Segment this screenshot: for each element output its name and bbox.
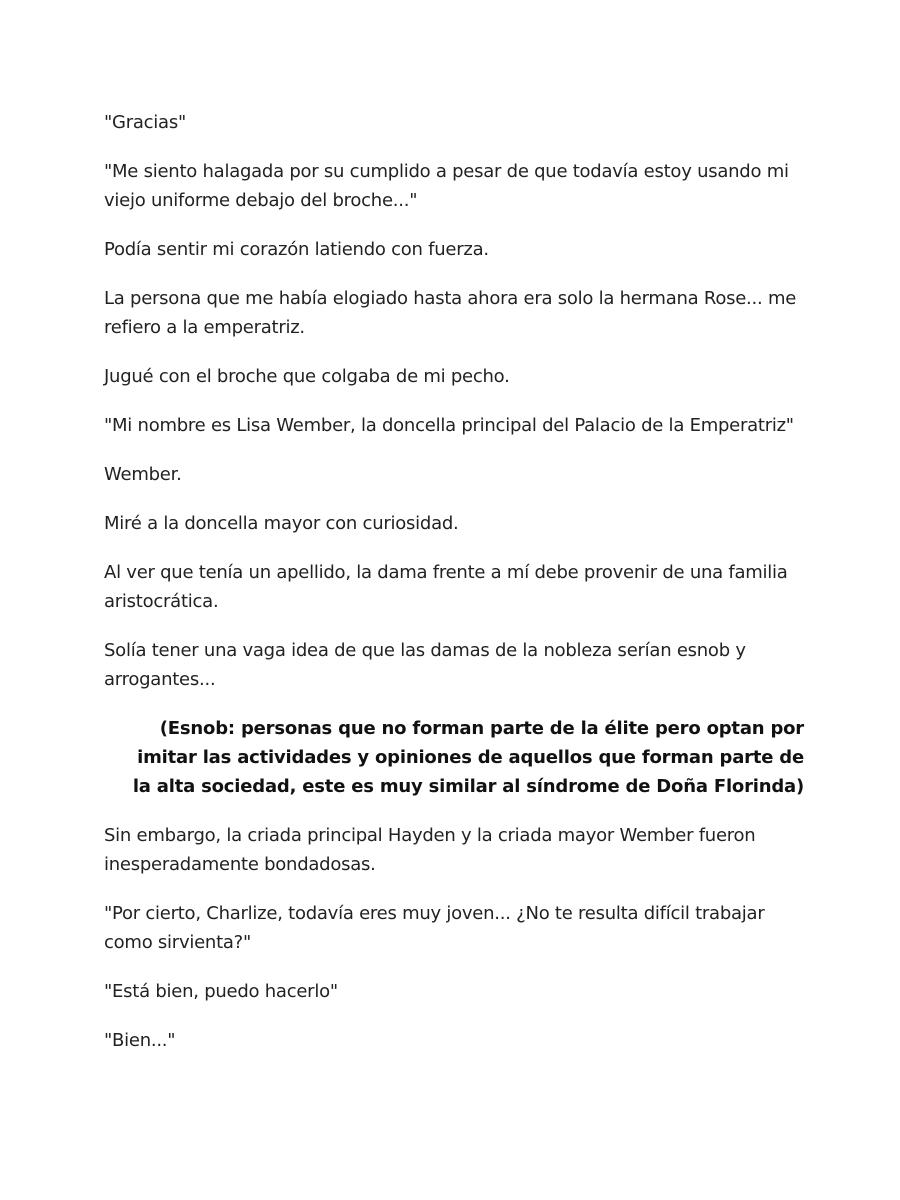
paragraph: "Por cierto, Charlize, todavía eres muy joven... ¿No te resulta difícil trabajar como sirvienta?" [104,903,765,953]
paragraph: "Me siento halagada por su cumplido a pesar de que todavía estoy usando mi viejo uniforme debajo del broche..." [104,161,789,211]
paragraph: Miré a la doncella mayor con curiosidad. [104,513,459,534]
paragraph: Al ver que tenía un apellido, la dama frente a mí debe provenir de una familia aristocrática. [104,562,788,612]
translator-note: (Esnob: personas que no forman parte de la élite pero optan por imitar las actividades y opiniones de aquellos que forman parte de la alta sociedad, este es muy similar al síndrome de Doña Florinda) [132,718,804,797]
paragraph: Sin embargo, la criada principal Hayden y la criada mayor Wember fueron inesperadamente bondadosas. [104,825,756,875]
paragraph: "Bien..." [104,1030,176,1051]
paragraph: Solía tener una vaga idea de que las damas de la nobleza serían esnob y arrogantes... [104,640,746,690]
paragraph: "Mi nombre es Lisa Wember, la doncella principal del Palacio de la Emperatriz" [104,415,794,436]
paragraph: "Está bien, puedo hacerlo" [104,981,338,1002]
paragraph: Wember. [104,464,182,485]
paragraph: Jugué con el broche que colgaba de mi pecho. [104,366,510,387]
document-body [104,108,804,1075]
paragraph: La persona que me había elogiado hasta ahora era solo la hermana Rose... me refiero a la emperatriz. [104,288,797,338]
paragraph: Podía sentir mi corazón latiendo con fuerza. [104,239,489,260]
paragraph: "Gracias" [104,112,186,133]
